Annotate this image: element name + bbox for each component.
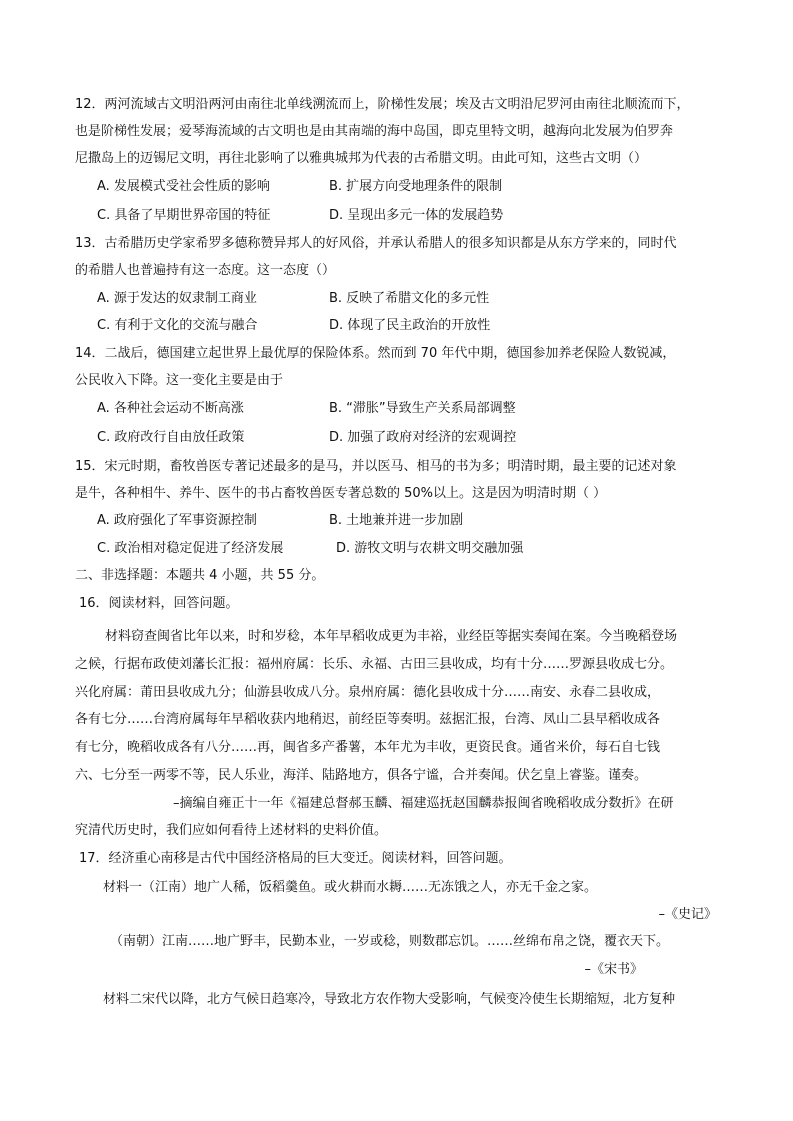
q12-stem-line1: 12．两河流域古文明沿两河由南往北单线溯流而上，阶梯性发展；埃及古文明沿尼罗河由南往北顺流而下， [75, 97, 690, 112]
q13-option-a: A. 源于发达的奴隶制工商业 [97, 291, 257, 306]
q13-option-b: B. 反映了希腊文化的多元性 [329, 291, 490, 306]
q17-material1-line1: 材料一（江南）地广人稀，饭稻羹鱼。或火耕而水耨……无冻饿之人，亦无千金之家。 [103, 880, 598, 895]
q16-material-line5: 有七分，晚稻收成各有八分……再，闽省多产番薯，本年尤为丰收，更资民食。通省米价，每石自七钱 [75, 740, 661, 755]
q16-material-line3: 兴化府属：莆田县收成九分；仙游县收成八分。泉州府属：德化县收成十分……南安、永春二县收成， [75, 685, 661, 700]
q12-option-d: D. 呈现出多元一体的发展趋势 [329, 208, 504, 223]
q16-source: –摘编自雍正十一年《福建总督郝玉麟、福建巡抚赵国麟恭报闽省晚稻收成分数折》在研 [173, 796, 674, 811]
q14-option-a: A. 各种社会运动不断高涨 [97, 401, 244, 416]
q13-option-d: D. 体现了民主政治的开放性 [329, 318, 491, 333]
q16-material-line6: 六、七分至一两零不等，民人乐业，海洋、陆路地方，俱各宁谧，合并奏闻。伏乞皇上睿鉴。谨奏。 [75, 768, 648, 783]
q15-option-b: B. 土地兼并进一步加剧 [329, 513, 464, 528]
q16-material-line2: 之候，行据布政使刘藩长汇报：福州府属：长乐、永福、古田三县收成，均有十分……罗源县收成七分。 [75, 657, 674, 672]
q14-option-d: D. 加强了政府对经济的宏观调控 [329, 430, 517, 445]
q14-stem-line2: 公民收入下降。这一变化主要是由于 [75, 373, 284, 388]
q16-material-line1: 材料窃查闽省比年以来，时和岁稔，本年早稻收成更为丰裕，业经臣等据实奏闻在案。今当晚稻登场 [105, 629, 678, 644]
q15-stem-line1: 15．宋元时期，畜牧兽医专著记述最多的是马，并以医马、相马的书为多；明清时期，最主要的记述对象 [75, 459, 677, 474]
q15-stem-line2: 是牛，各种相牛、养牛、医牛的书占畜牧兽医专著总数的 50%以上。这是因为明清时期（ ） [75, 486, 607, 501]
q17-source-songshu: –《宋书》 [584, 962, 643, 977]
q14-stem-line1: 14．二战后，德国建立起世界上最优厚的保险体系。然而到 70 年代中期，德国参加养老保险人数锐减， [75, 346, 676, 361]
q13-stem-line2: 的希腊人也普遍持有这一态度。这一态度（） [75, 263, 336, 278]
q17-material1-line2: （南朝）江南……地广野丰，民勤本业，一岁或稔，则数郡忘饥。……丝绵布帛之饶，覆衣天下。 [110, 934, 670, 949]
q12-stem-line2: 也是阶梯性发展；爱琴海流域的古文明也是由其南端的海中岛国，即克里特文明，越海向北发展为伯罗奔 [75, 124, 674, 139]
q12-option-b: B. 扩展方向受地理条件的限制 [329, 179, 503, 194]
q15-option-c: C. 政治相对稳定促进了经济发展 [97, 541, 284, 556]
q13-stem-line1: 13．古希腊历史学家希罗多德称赞异邦人的好风俗，并承认希腊人的很多知识都是从东方学来的，同时代 [75, 236, 677, 251]
q14-option-c: C. 政府改行自由放任政策 [97, 430, 245, 445]
q16-stem: 16．阅读材料，回答问题。 [79, 596, 239, 611]
q13-option-c: C. 有利于文化的交流与融合 [97, 318, 258, 333]
q15-option-a: A. 政府强化了军事资源控制 [97, 513, 257, 528]
q15-option-d: D. 游牧文明与农耕文明交融加强 [336, 541, 524, 556]
section-heading: 二、非选择题：本题共 4 小题，共 55 分。 [75, 568, 325, 583]
q17-source-shiji: –《史记》 [658, 907, 717, 922]
q16-material-line4: 各有七分……台湾府属每年早稻收获内地稍迟，前经臣等奏明。兹据汇报，台湾、凤山二县早稻收成各 [75, 712, 661, 727]
q17-material2-line1: 材料二宋代以降，北方气候日趋寒冷，导致北方农作物大受影响，气候变冷使生长期缩短，北方复种 [103, 992, 676, 1007]
q12-option-c: C. 具备了早期世界帝国的特征 [97, 208, 271, 223]
q12-stem-line3: 尼撒岛上的迈锡尼文明，再往北影响了以雅典城邦为代表的古希腊文明。由此可知，这些古文明（） [75, 151, 648, 166]
q16-question: 究清代历史时，我们应如何看待上述材料的史料价值。 [75, 823, 388, 838]
q12-option-a: A. 发展模式受社会性质的影响 [97, 179, 270, 194]
q14-option-b: B. “滞胀”导致生产关系局部调整 [329, 401, 516, 416]
q17-stem: 17．经济重心南移是古代中国经济格局的巨大变迁。阅读材料，回答问题。 [79, 851, 512, 866]
